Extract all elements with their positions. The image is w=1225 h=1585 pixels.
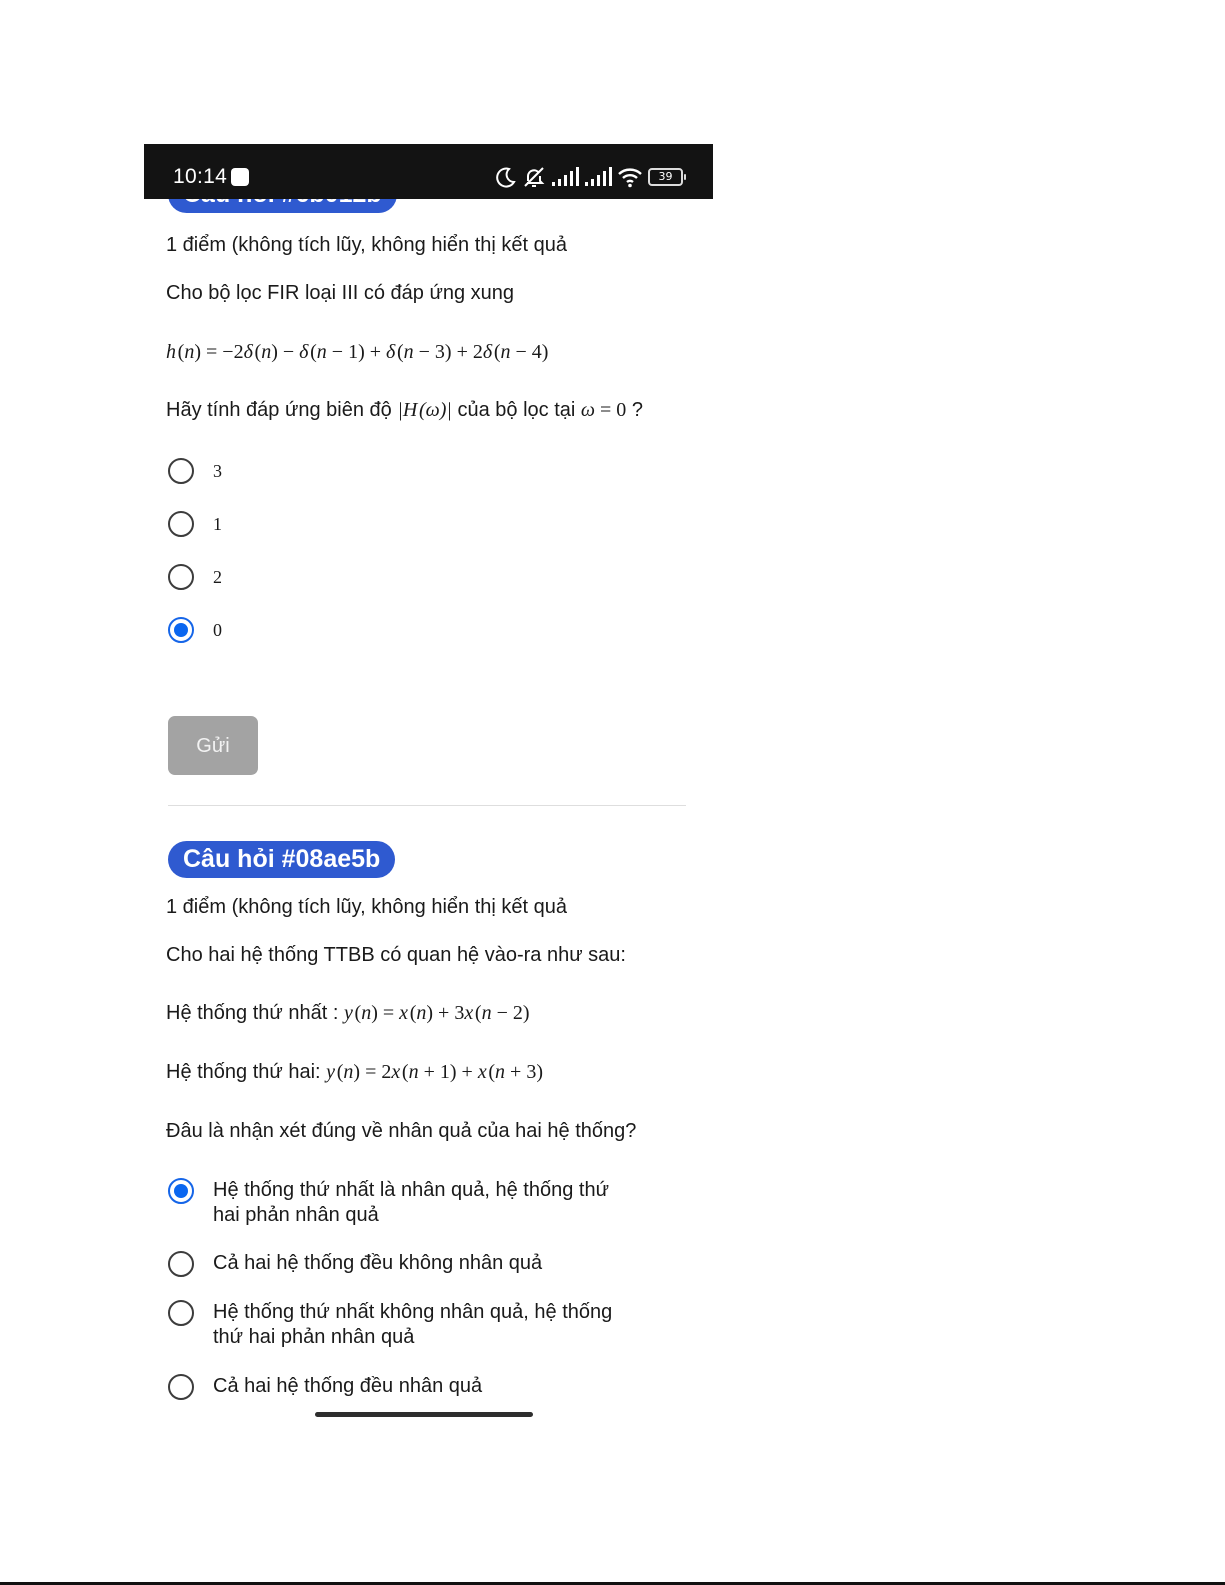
phone-screen xyxy=(144,144,713,1434)
answer-label: 0 xyxy=(213,620,222,640)
question-prompt: Đâu là nhận xét đúng về nhân quả của hai hệ thống? xyxy=(166,1120,637,1142)
answer-label: Hệ thống thứ nhất là nhân quả, hệ thống thứ hai phản nhân quả xyxy=(213,1179,609,1226)
radio-button[interactable] xyxy=(168,511,194,537)
answer-label: 1 xyxy=(213,514,222,534)
answer-label: Hệ thống thứ nhất không nhân quả, hệ thống thứ hai phản nhân quả xyxy=(213,1301,613,1348)
signal-icon xyxy=(584,167,612,187)
signal-icon xyxy=(551,167,579,187)
question-meta: 1 điểm (không tích lũy, không hiển thị kết quả xyxy=(166,896,567,918)
question-intro: Cho bộ lọc FIR loại III có đáp ứng xung xyxy=(166,282,515,304)
app-notification-icon xyxy=(231,168,249,186)
battery-icon: 39 xyxy=(648,168,683,186)
radio-button[interactable] xyxy=(168,1374,194,1400)
question-prompt: Hãy tính đáp ứng biên độ |H (ω)| của bộ lọc tại ω = 0 ? xyxy=(166,399,643,421)
answer-option[interactable] xyxy=(168,617,678,643)
radio-button[interactable] xyxy=(168,1251,194,1277)
answer-option[interactable] xyxy=(168,511,678,537)
answer-option[interactable] xyxy=(168,564,678,590)
radio-button-selected[interactable] xyxy=(168,617,194,643)
radio-button[interactable] xyxy=(168,458,194,484)
status-icons xyxy=(495,164,683,190)
question-intro: Cho hai hệ thống TTBB có quan hệ vào-ra như sau: xyxy=(166,944,626,966)
system-two-line: Hệ thống thứ hai: y (n) = 2x (n + 1) + x (n + 3) xyxy=(166,1061,543,1083)
radio-button[interactable] xyxy=(168,1300,194,1326)
answer-option[interactable] xyxy=(168,1300,678,1350)
status-bar xyxy=(144,144,713,199)
status-time: 10:14 xyxy=(173,165,228,188)
system-one-line: Hệ thống thứ nhất : y (n) = x (n) + 3x (n − 2) xyxy=(166,1002,530,1024)
bell-off-icon xyxy=(522,165,546,189)
answer-option[interactable] xyxy=(168,1178,678,1228)
answer-label: Cả hai hệ thống đều không nhân quả xyxy=(213,1252,543,1274)
home-indicator[interactable] xyxy=(315,1412,533,1417)
question-badge: Câu hỏi #08ae5b xyxy=(168,841,395,878)
answer-label: 2 xyxy=(213,567,222,587)
impulse-response-formula: h (n) = −2δ (n) − δ (n − 1) + δ (n − 3) + 2δ (n − 4) xyxy=(166,341,549,363)
answer-option[interactable] xyxy=(168,1374,678,1400)
submit-button[interactable]: Gửi xyxy=(168,716,258,775)
question-meta: 1 điểm (không tích lũy, không hiển thị kết quả xyxy=(166,234,567,256)
answer-label: Cả hai hệ thống đều nhân quả xyxy=(213,1375,483,1397)
radio-button-selected[interactable] xyxy=(168,1178,194,1204)
moon-icon xyxy=(495,166,517,188)
answer-option[interactable] xyxy=(168,1251,678,1277)
wifi-icon xyxy=(617,166,643,188)
answer-option[interactable] xyxy=(168,458,678,484)
question-divider xyxy=(168,805,686,806)
answer-label: 3 xyxy=(213,461,222,481)
radio-button[interactable] xyxy=(168,564,194,590)
